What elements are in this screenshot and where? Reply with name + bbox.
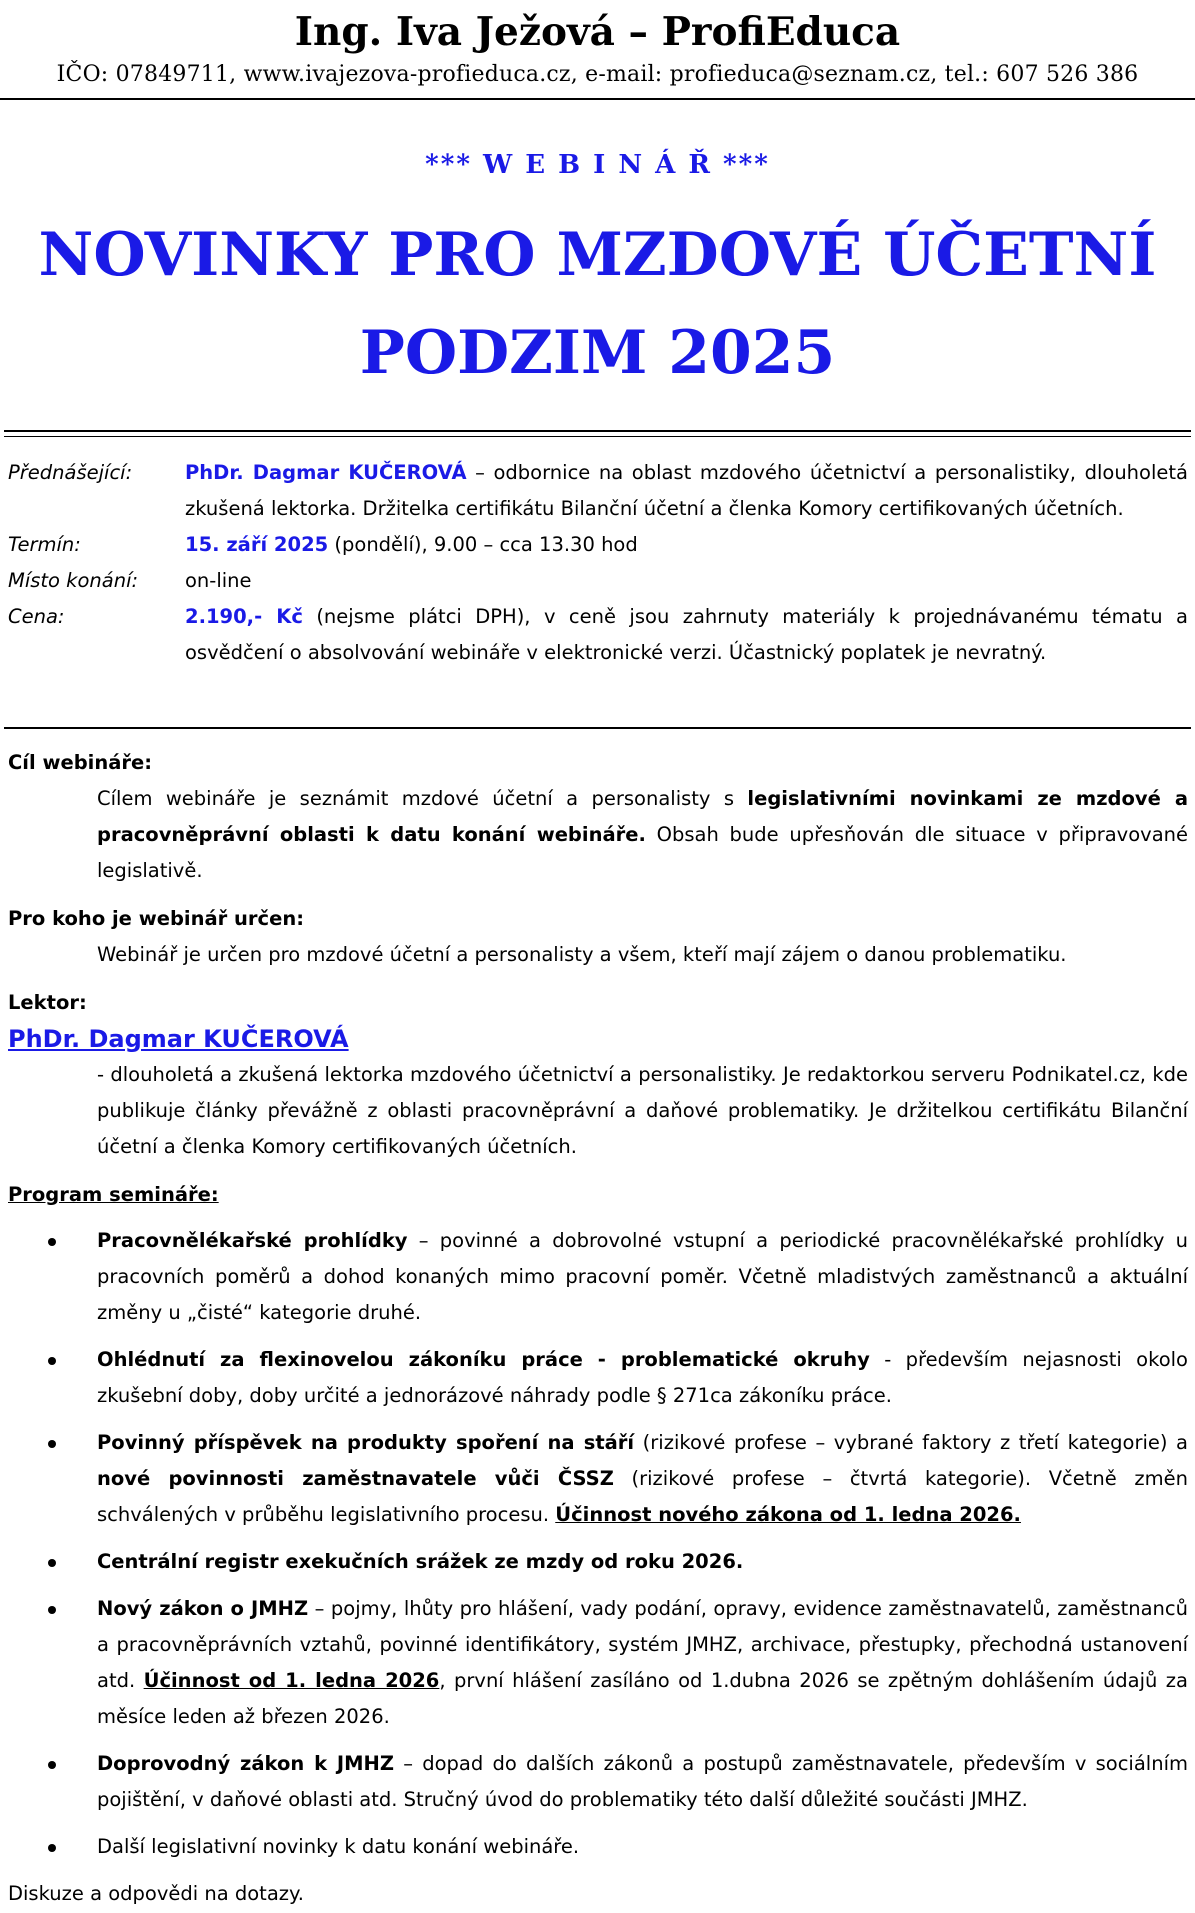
lecturer-row xyxy=(8,455,1188,527)
title-line-2: PODZIM 2025 xyxy=(359,318,836,388)
program-item xyxy=(8,1829,1188,1865)
program-item-5-effective: Účinnost od 1. ledna 2026 xyxy=(143,1669,440,1692)
lecturer-label: Přednášející: xyxy=(8,461,133,484)
audience-heading: Pro koho je webinář určen: xyxy=(8,907,304,930)
program-item xyxy=(8,1591,1188,1735)
program-item-1-text: – povinné a dobrovolné vstupní a periodické pracovnělékařské prohlídky u pracovních poměrů a dohod konaných mimo pracovní poměr. Včetně mladistvých zaměstnanců a aktuální změny u „čisté“ kategorie druhé. xyxy=(97,1229,1188,1324)
place-value: on-line xyxy=(185,569,252,592)
price-label: Cena: xyxy=(8,605,65,628)
term-value xyxy=(185,527,1188,563)
header-divider xyxy=(0,98,1195,100)
webinar-tag: *** W E B I N Á Ř *** xyxy=(425,150,770,180)
program-item-1-title: Pracovnělékařské prohlídky xyxy=(97,1229,408,1252)
bullet-icon xyxy=(48,1238,56,1246)
bullet-icon xyxy=(48,1559,56,1567)
lecturer-value xyxy=(185,455,1188,527)
program-item xyxy=(8,1342,1188,1414)
program-item-3-title: Povinný příspěvek na produkty spoření na stáří xyxy=(97,1431,635,1454)
term-rest: (pondělí), 9.00 – cca 13.30 hod xyxy=(328,533,638,556)
audience-text: Webinář je určen pro mzdové účetní a personalisty a všem, kteří mají zájem o danou problematiku. xyxy=(97,943,1067,966)
bullet-icon xyxy=(48,1761,56,1769)
organizer-name: Ing. Iva Ježová – ProfiEduca xyxy=(294,9,901,55)
goal-heading: Cíl webináře: xyxy=(8,751,153,774)
closing-text: Diskuze a odpovědi na dotazy. xyxy=(8,1882,304,1905)
program-item-4-title: Centrální registr exekučních srážek ze mzdy od roku 2026. xyxy=(97,1550,744,1573)
lector-name-link[interactable]: PhDr. Dagmar KUČEROVÁ xyxy=(8,1025,349,1053)
event-info xyxy=(8,455,1188,671)
program-item-6-text: – dopad do dalších zákonů a postupů zaměstnavatele, především v sociálním pojištění, v daňové oblasti atd. Stručný úvod do problematiky této další důležité součásti JMHZ. xyxy=(97,1752,1188,1811)
goal-text-a: Cílem webináře je seznámit mzdové účetní a personalisty s xyxy=(97,787,748,810)
program-item-5-text-2: , první hlášení zasíláno od 1.dubna 2026 se zpětným dohlášením údajů za měsíce leden až březen 2026. xyxy=(97,1669,1188,1728)
program-item-5-text-1: – pojmy, lhůty pro hlášení, vady podání, opravy, evidence zaměstnavatelů, zaměstnanců a pracovněprávních vztahů, povinné identifikátory, systém JMHZ, archivace, přestupky, přechodná ustanovení atd. xyxy=(97,1597,1188,1692)
info-divider xyxy=(4,727,1191,729)
program-item xyxy=(8,1544,1188,1580)
title-divider-top xyxy=(4,430,1191,432)
term-row xyxy=(8,527,1188,563)
bullet-icon xyxy=(48,1440,56,1448)
program-item-3-text-1: (rizikové profese – vybrané faktory z třetí kategorie) a xyxy=(634,1431,1189,1454)
program-item xyxy=(8,1223,1188,1331)
goal-text-b: legislativními novinkami ze mzdové a pracovněprávní oblasti k datu konání webináře. xyxy=(97,787,1188,846)
program-item-3-title-2: nové povinnosti zaměstnavatele vůči ČSSZ xyxy=(97,1467,614,1490)
program-list xyxy=(8,1223,1188,1865)
price-value xyxy=(185,599,1188,671)
price-rest: (nejsme plátci DPH), v ceně jsou zahrnuty materiály k projednávanému tématu a osvědčení o absolvování webináře v elektronické verzi. Účastnický poplatek je nevratný. xyxy=(185,605,1188,664)
program-heading: Program semináře: xyxy=(8,1183,219,1206)
organizer-contact: IČO: 07849711, www.ivajezova-profieduca.cz, e-mail: profieduca@seznam.cz, tel.: 607 526 386 xyxy=(56,62,1139,87)
bullet-icon xyxy=(48,1844,56,1852)
program-item xyxy=(8,1746,1188,1818)
title-divider-bottom xyxy=(4,436,1191,437)
program-item-2-title: Ohlédnutí za flexinovelou zákoníku práce - problematické okruhy xyxy=(97,1348,870,1371)
program-item-3-effective: Účinnost nového zákona od 1. ledna 2026. xyxy=(555,1503,1021,1526)
program-item-7-text: Další legislativní novinky k datu konání webináře. xyxy=(97,1835,580,1858)
bullet-icon xyxy=(48,1357,56,1365)
lecturer-desc: – odbornice na oblast mzdového účetnictví a personalistiky, dlouholetá zkušená lektorka. Držitelka certifikátu Bilanční účetní a členka Komory certifikovaných účetních. xyxy=(185,461,1188,520)
price-amount: 2.190,- Kč xyxy=(185,605,303,628)
program-item-6-title: Doprovodný zákon k JMHZ xyxy=(97,1752,394,1775)
term-label: Termín: xyxy=(8,533,81,556)
lector-text: - dlouholetá a zkušená lektorka mzdového účetnictví a personalistiky. Je redaktorkou serveru Podnikatel.cz, kde publikuje články převážně z oblasti pracovněprávní a daňové problematiky. Je držitelkou certifikátu Bilanční účetní a členka Komory certifikovaných účetních. xyxy=(97,1063,1188,1158)
place-row xyxy=(8,563,1188,599)
program-item-5-title: Nový zákon o JMHZ xyxy=(97,1597,309,1620)
lecturer-name: PhDr. Dagmar KUČEROVÁ xyxy=(185,461,467,484)
title-line-1: NOVINKY PRO MZDOVÉ ÚČETNÍ xyxy=(38,220,1157,290)
term-date: 15. září 2025 xyxy=(185,533,329,556)
place-label: Místo konání: xyxy=(8,569,139,592)
goal-text-c: Obsah bude upřesňován dle situace v připravované legislativě. xyxy=(97,823,1189,882)
main-content xyxy=(8,745,1188,1912)
goal-text xyxy=(97,781,1188,889)
program-item xyxy=(8,1425,1188,1533)
program-item-3-text-2: (rizikové profese – čtvrtá kategorie). Včetně změn schválených v průběhu legislativního procesu. xyxy=(97,1467,1188,1526)
program-item-2-text: - především nejasnosti okolo zkušební doby, doby určité a jednorázové náhrady podle § 271ca zákoníku práce. xyxy=(97,1348,1188,1407)
lector-heading: Lektor: xyxy=(8,991,87,1014)
price-row xyxy=(8,599,1188,671)
bullet-icon xyxy=(48,1606,56,1614)
